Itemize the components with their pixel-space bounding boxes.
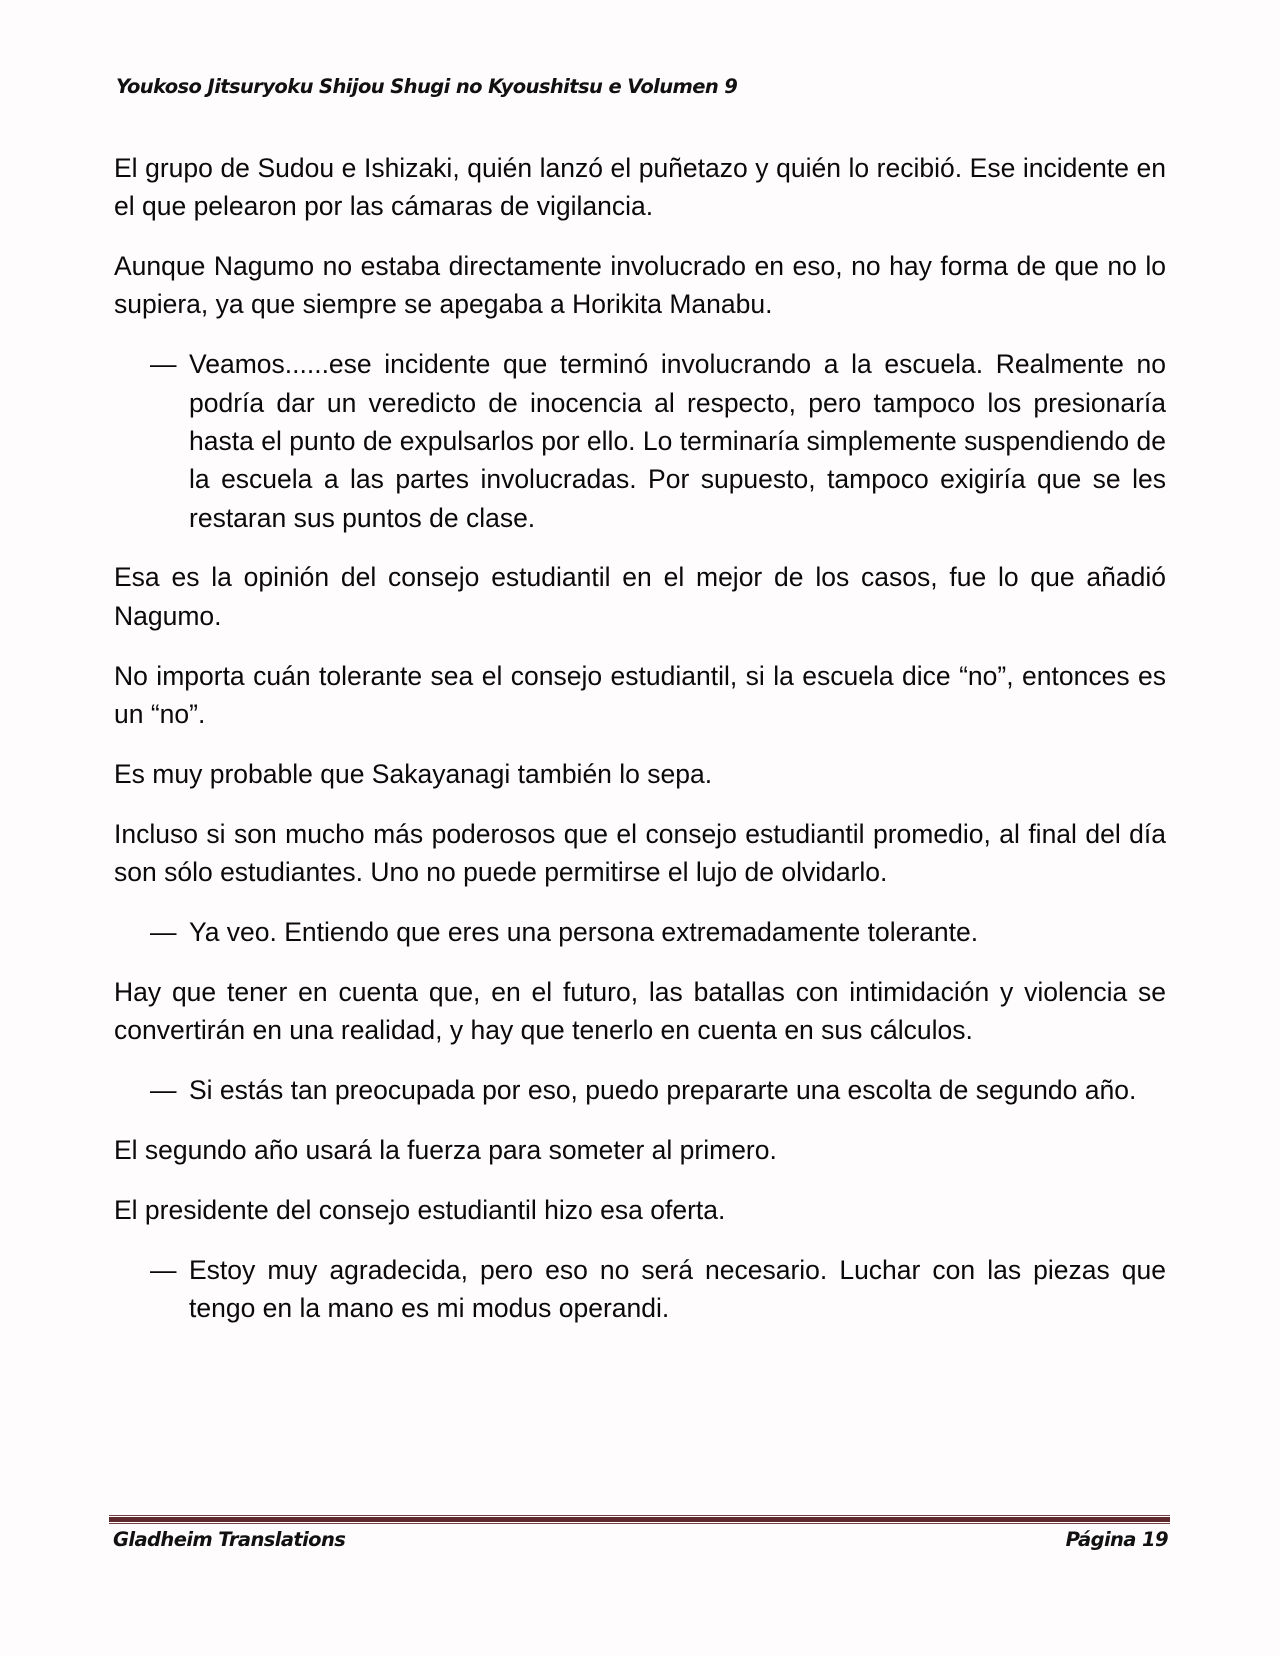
paragraph: Incluso si son mucho más poderosos que el consejo estudiantil promedio, al final del día son sólo estudiantes. Uno no puede permitirse el lujo de olvidarlo. (114, 818, 1166, 888)
page-body (114, 149, 1166, 1349)
paragraph: Esa es la opinión del consejo estudiantil en el mejor de los casos, fue lo que añadió Nagumo. (114, 562, 1166, 631)
dialogue-text: Si estás tan preocupada por eso, puedo prepararte una escolta de segundo año. (189, 1074, 1137, 1105)
dialogue-dash: — (150, 916, 177, 947)
dialogue-dash: — (150, 349, 177, 380)
dialogue-text: Ya veo. Entiendo que eres una persona extremadamente tolerante. (189, 916, 979, 947)
paragraph: El segundo año usará la fuerza para someter al primero. (114, 1134, 777, 1165)
dialogue-text: Estoy muy agradecida, pero eso no será necesario. Luchar con las piezas que tengo en la mano es mi modus operandi. (189, 1254, 1166, 1323)
paragraph: Aunque Nagumo no estaba directamente involucrado en eso, no hay forma de que no lo supiera, ya que siempre se apegaba a Horikita Manabu. (114, 251, 1166, 320)
paragraph: El grupo de Sudou e Ishizaki, quién lanzó el puñetazo y quién lo recibió. Ese incidente en el que pelearon por las cámaras de vigilancia. (114, 153, 1166, 222)
footer-divider-thin-top (109, 1515, 1170, 1516)
running-header-title: Youkoso Jitsuryoku Shijou Shugi no Kyoushitsu e Volumen 9 (116, 75, 738, 98)
paragraph: No importa cuán tolerante sea el consejo estudiantil, si la escuela dice “no”, entonces es un “no”. (114, 660, 1166, 729)
footer-divider-thin-bottom (109, 1523, 1170, 1524)
paragraph: El presidente del consejo estudiantil hizo esa oferta. (114, 1194, 726, 1225)
dialogue-dash: — (150, 1074, 177, 1105)
paragraph: Hay que tener en cuenta que, en el futuro, las batallas con intimidación y violencia se convertirán en una realidad, y hay que tenerlo en cuenta en sus cálculos. (114, 976, 1166, 1046)
footer-divider (109, 1515, 1170, 1525)
dialogue-line (114, 345, 1166, 536)
dialogue-line (114, 913, 1166, 951)
footer-divider-thick (109, 1517, 1170, 1522)
dialogue-line (114, 1071, 1166, 1109)
footer-page-number: Página 19 (1065, 1528, 1168, 1551)
paragraph: Es muy probable que Sakayanagi también lo sepa. (114, 758, 713, 789)
dialogue-line (114, 1251, 1166, 1328)
dialogue-dash: — (150, 1254, 177, 1285)
footer-translator-credit: Gladheim Translations (113, 1528, 346, 1551)
dialogue-text: Veamos......ese incidente que terminó involucrando a la escuela. Realmente no podría dar un veredicto de inocencia al respecto, pero tampoco los presionaría hasta el punto de expulsarlos por ello. Lo terminaría simplemente suspendiendo de la escuela a las partes involucradas. Por supuesto, tampoco exigiría que se les restaran sus puntos de clase. (189, 349, 1166, 533)
